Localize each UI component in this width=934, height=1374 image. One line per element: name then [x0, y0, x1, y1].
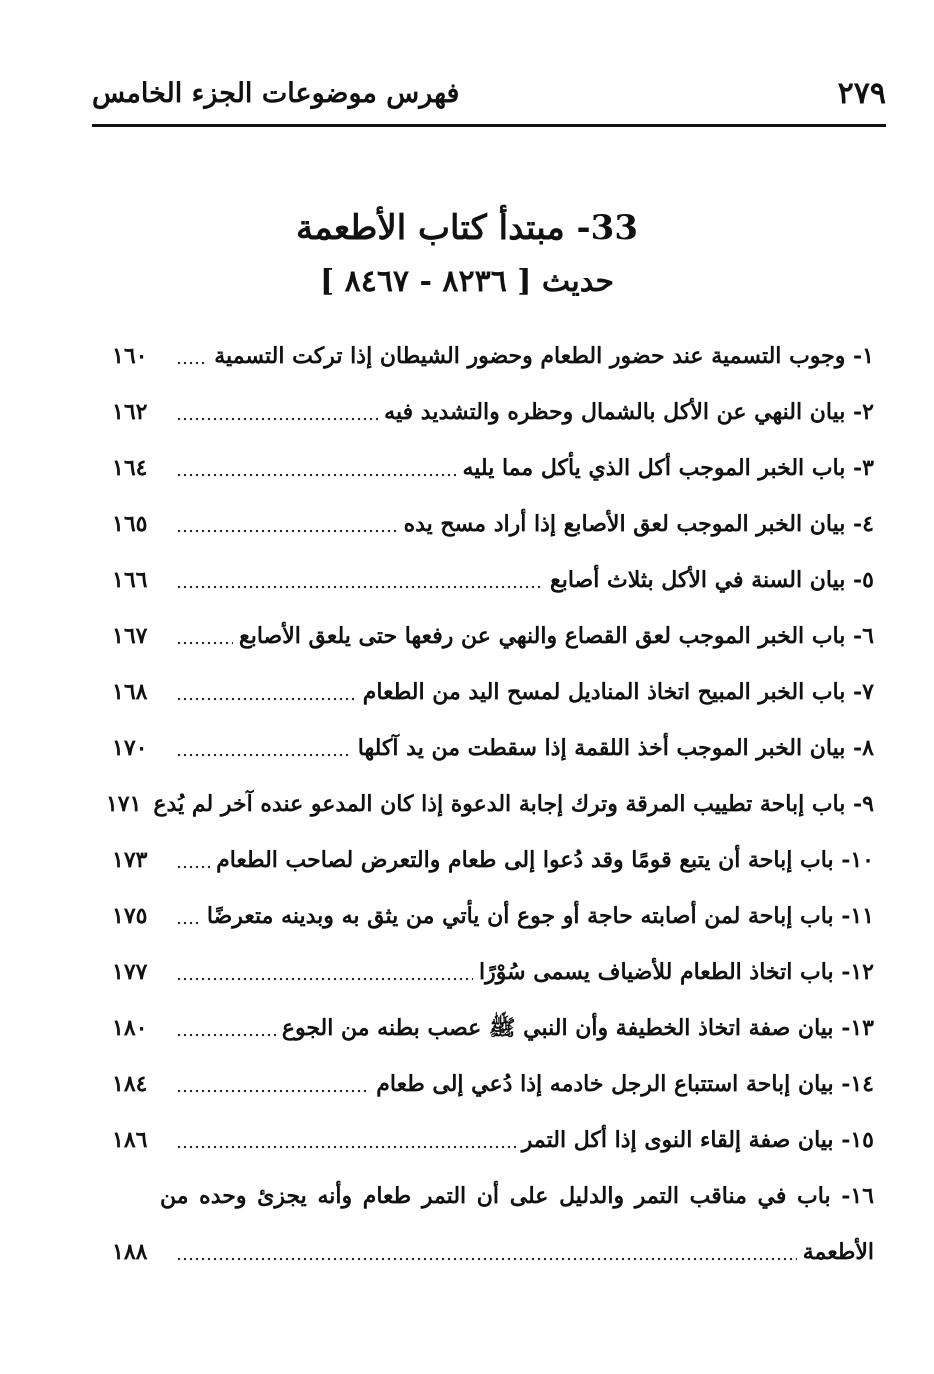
toc-entry[interactable] — [112, 888, 874, 944]
toc-entry[interactable] — [112, 1056, 874, 1112]
toc-entry-title: ٤- بيان الخبر الموجب لعق الأصابع إذا أراد مسح يده — [403, 511, 874, 537]
toc-entry-title-line2: الأطعمة — [802, 1239, 874, 1265]
toc-entry-page: ١٦٦ — [112, 567, 148, 593]
dot-leader — [176, 1131, 516, 1149]
running-head — [92, 70, 886, 118]
toc-entry-title: ٣- باب الخبر الموجب أكل الذي يأكل مما يليه — [462, 455, 874, 481]
toc-entry[interactable] — [112, 664, 874, 720]
toc-entry[interactable] — [112, 608, 874, 664]
toc-entry-page: ١٨٨ — [112, 1239, 148, 1265]
toc-entry-title-line1[interactable]: ١٦- باب في مناقب التمر والدليل على أن التمر طعام وأنه يجزئ وحده من — [160, 1183, 874, 1209]
toc-entry-page: ١٧٥ — [112, 903, 148, 929]
dot-leader — [176, 963, 473, 981]
dot-leader — [176, 739, 352, 757]
toc-entry[interactable] — [112, 1112, 874, 1168]
dot-leader — [176, 1243, 797, 1261]
dot-leader — [176, 403, 378, 421]
toc-entry[interactable] — [112, 944, 874, 1000]
dot-leader — [176, 1075, 370, 1093]
toc-entry-page: ١٦٥ — [112, 511, 148, 537]
toc-entry-title: ١- وجوب التسمية عند حضور الطعام وحضور الشيطان إذا تركت التسمية — [214, 343, 874, 369]
dot-leader — [176, 347, 208, 365]
toc-entry-title: ٢- بيان النهي عن الأكل بالشمال وحظره والتشديد فيه — [384, 399, 874, 425]
toc-entry-page: ١٦٠ — [112, 343, 148, 369]
toc-entry-title: ١٤- بيان إباحة استتباع الرجل خادمه إذا دُعي إلى طعام — [376, 1071, 874, 1097]
toc-entry-title: ٦- باب الخبر الموجب لعق القصاع والنهي عن رفعها حتى يلعق الأصابع — [238, 623, 874, 649]
toc-entry[interactable] — [112, 328, 874, 384]
toc-entry[interactable] — [112, 496, 874, 552]
dot-leader — [176, 459, 456, 477]
toc-entry-title: ٨- بيان الخبر الموجب أخذ اللقمة إذا سقطت من يد آكلها — [357, 735, 874, 761]
toc-entry-title: ١٥- بيان صفة إلقاء النوى إذا أكل التمر — [521, 1127, 874, 1153]
toc-entry[interactable] — [105, 776, 874, 832]
dot-leader — [176, 515, 398, 533]
dot-leader — [176, 683, 357, 701]
dot-leader — [176, 907, 201, 925]
toc-entry-page: ١٨٤ — [112, 1071, 148, 1097]
toc-entry-page: ١٦٤ — [112, 455, 148, 481]
toc-entry-title: ٧- باب الخبر المبيح اتخاذ المناديل لمسح اليد من الطعام — [362, 679, 874, 705]
toc-entry-title: ٩- باب إباحة تطييب المرقة وترك إجابة الدعوة إذا كان المدعو عنده آخر لم يُدع — [153, 791, 874, 817]
toc-entry-page: ١٨٦ — [112, 1127, 148, 1153]
dot-leader — [176, 627, 233, 645]
toc-entry-page: ١٧٣ — [112, 847, 148, 873]
dot-leader — [176, 571, 544, 589]
toc-entry[interactable] — [112, 552, 874, 608]
chapter-title: 33- مبتدأ كتاب الأطعمة — [296, 208, 638, 248]
toc-entry[interactable] — [112, 384, 874, 440]
toc-entry[interactable] — [112, 832, 874, 888]
toc-entry-page: ١٨٠ — [112, 1015, 148, 1041]
toc-entry[interactable] — [112, 1224, 874, 1280]
header-rule — [92, 124, 886, 127]
toc-entry-page: ١٦٢ — [112, 399, 148, 425]
toc-entry-page: ١٧١ — [105, 791, 142, 817]
page-number: ٢٧٩ — [837, 76, 886, 111]
toc-entry-title: ١١- باب إباحة لمن أصابته حاجة أو جوع أن يأتي من يثق به وبدينه متعرضًا — [206, 903, 874, 929]
toc-entry-title: ١٢- باب اتخاذ الطعام للأضياف يسمى سُوْرًا — [479, 959, 874, 985]
toc-entry-page: ١٧٧ — [112, 959, 148, 985]
toc-entry-title: ١٠- باب إباحة أن يتبع قومًا وقد دُعوا إلى طعام والتعرض لصاحب الطعام — [216, 847, 874, 873]
toc-entry-page: ١٧٠ — [112, 735, 148, 761]
toc-entry-title: ٥- بيان السنة في الأكل بثلاث أصابع — [550, 567, 874, 593]
toc-entry-title: ١٣- بيان صفة اتخاذ الخطيفة وأن النبي ﷺ عصب بطنه من الجوع — [281, 1015, 874, 1041]
toc-entry[interactable] — [112, 440, 874, 496]
hadith-range: حديث [ ٨٢٣٦ - ٨٤٦٧ ] — [319, 264, 615, 299]
dot-leader — [176, 1019, 276, 1037]
toc-entry-page: ١٦٨ — [112, 679, 148, 705]
running-head-title: فهرس موضوعات الجزء الخامس — [92, 78, 460, 109]
toc-entry[interactable] — [112, 720, 874, 776]
dot-leader — [176, 851, 210, 869]
toc-entry[interactable] — [112, 1000, 874, 1056]
toc-entry-page: ١٦٧ — [112, 623, 148, 649]
